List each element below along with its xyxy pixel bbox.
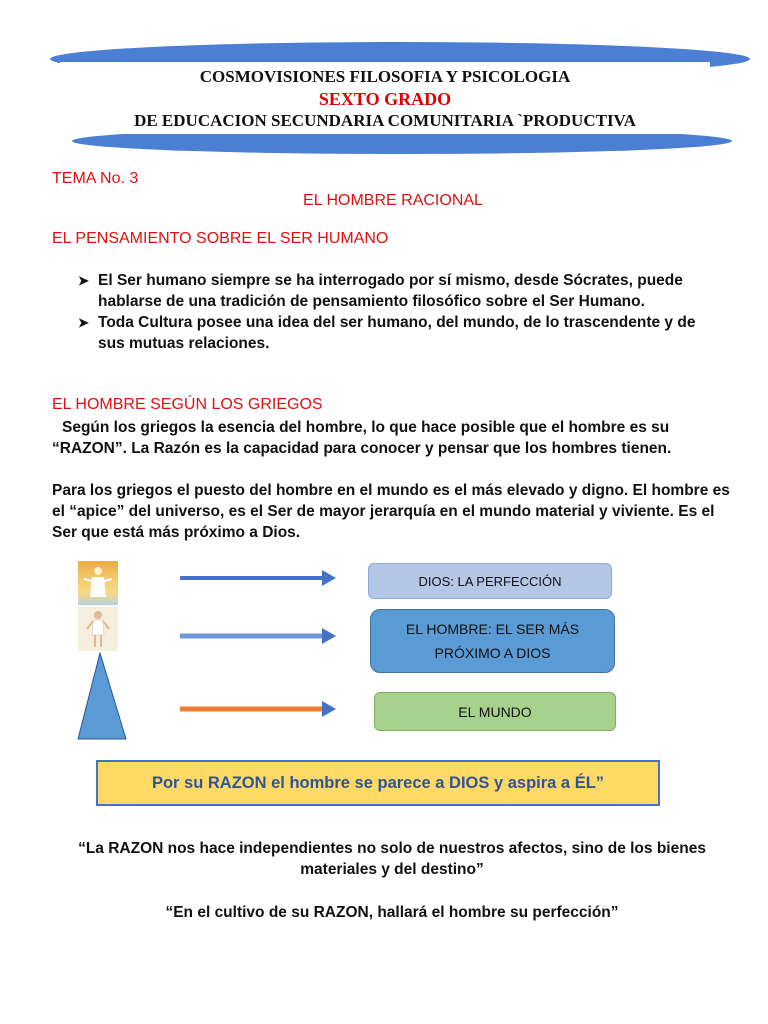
section-heading-griegos: EL HOMBRE SEGÚN LOS GRIEGOS [52,396,323,413]
level-title: DE EDUCACION SECUNDARIA COMUNITARIA `PRODUCTIVA [134,111,636,130]
god-image [78,561,118,605]
header-banner [60,62,710,134]
paragraph-puesto: Para los griegos el puesto del hombre en el mundo es el más elevado y digno. El hombre es el “apice” del universo, es el Ser de mayor jerarquía en el mundo material y viviente. Es el Ser que está más próximo a Dios. [52,482,730,541]
quote-independence: “La RAZON nos hace independientes no solo de nuestros afectos, sino de los bienes materiales y del destino” [78,840,706,878]
page-title: EL HOMBRE RACIONAL [303,192,483,209]
razon-highlight-box: Por su RAZON el hombre se parece a DIOS y aspira a ÉL” [96,760,660,806]
arrow-to-world [180,701,336,717]
arrowhead-bullet-icon: ➤ [78,315,89,330]
world-box: EL MUNDO [374,692,616,731]
arrowhead-bullet-icon: ➤ [78,273,89,288]
pyramid-triangle [78,653,126,739]
arrow-to-man [180,628,336,644]
grade-title: SEXTO GRADO [318,89,452,109]
paragraph-razon: Según los griegos la esencia del hombre, lo que hace posible que el hombre es su “RAZON”. La Razón es la capacidad para conocer y pensar que los hombres tienen. [52,419,672,457]
bullet-list [76,270,716,354]
course-title: COSMOVISIONES FILOSOFIA Y PSICOLOGIA [199,67,571,86]
list-item: ➤ El Ser humano siempre se ha interrogado por sí mismo, desde Sócrates, puede hablarse de una tradición de pensamiento filosófico sobre el Ser Humano. [78,272,683,310]
list-item: ➤ Toda Cultura posee una idea del ser humano, del mundo, de lo trascendente y de sus mutuas relaciones. [78,314,696,352]
quote-perfection: “En el cultivo de su RAZON, hallará el hombre su perfección” [165,904,619,921]
section-heading-pensamiento: EL PENSAMIENTO SOBRE EL SER HUMANO [52,230,389,247]
arrow-to-god [180,570,336,586]
man-closest-box: EL HOMBRE: EL SER MÁS PRÓXIMO A DIOS [370,609,615,673]
topic-number: TEMA No. 3 [52,170,139,187]
man-image [78,607,118,651]
god-perfection-box: DIOS: LA PERFECCIÓN [368,563,612,599]
